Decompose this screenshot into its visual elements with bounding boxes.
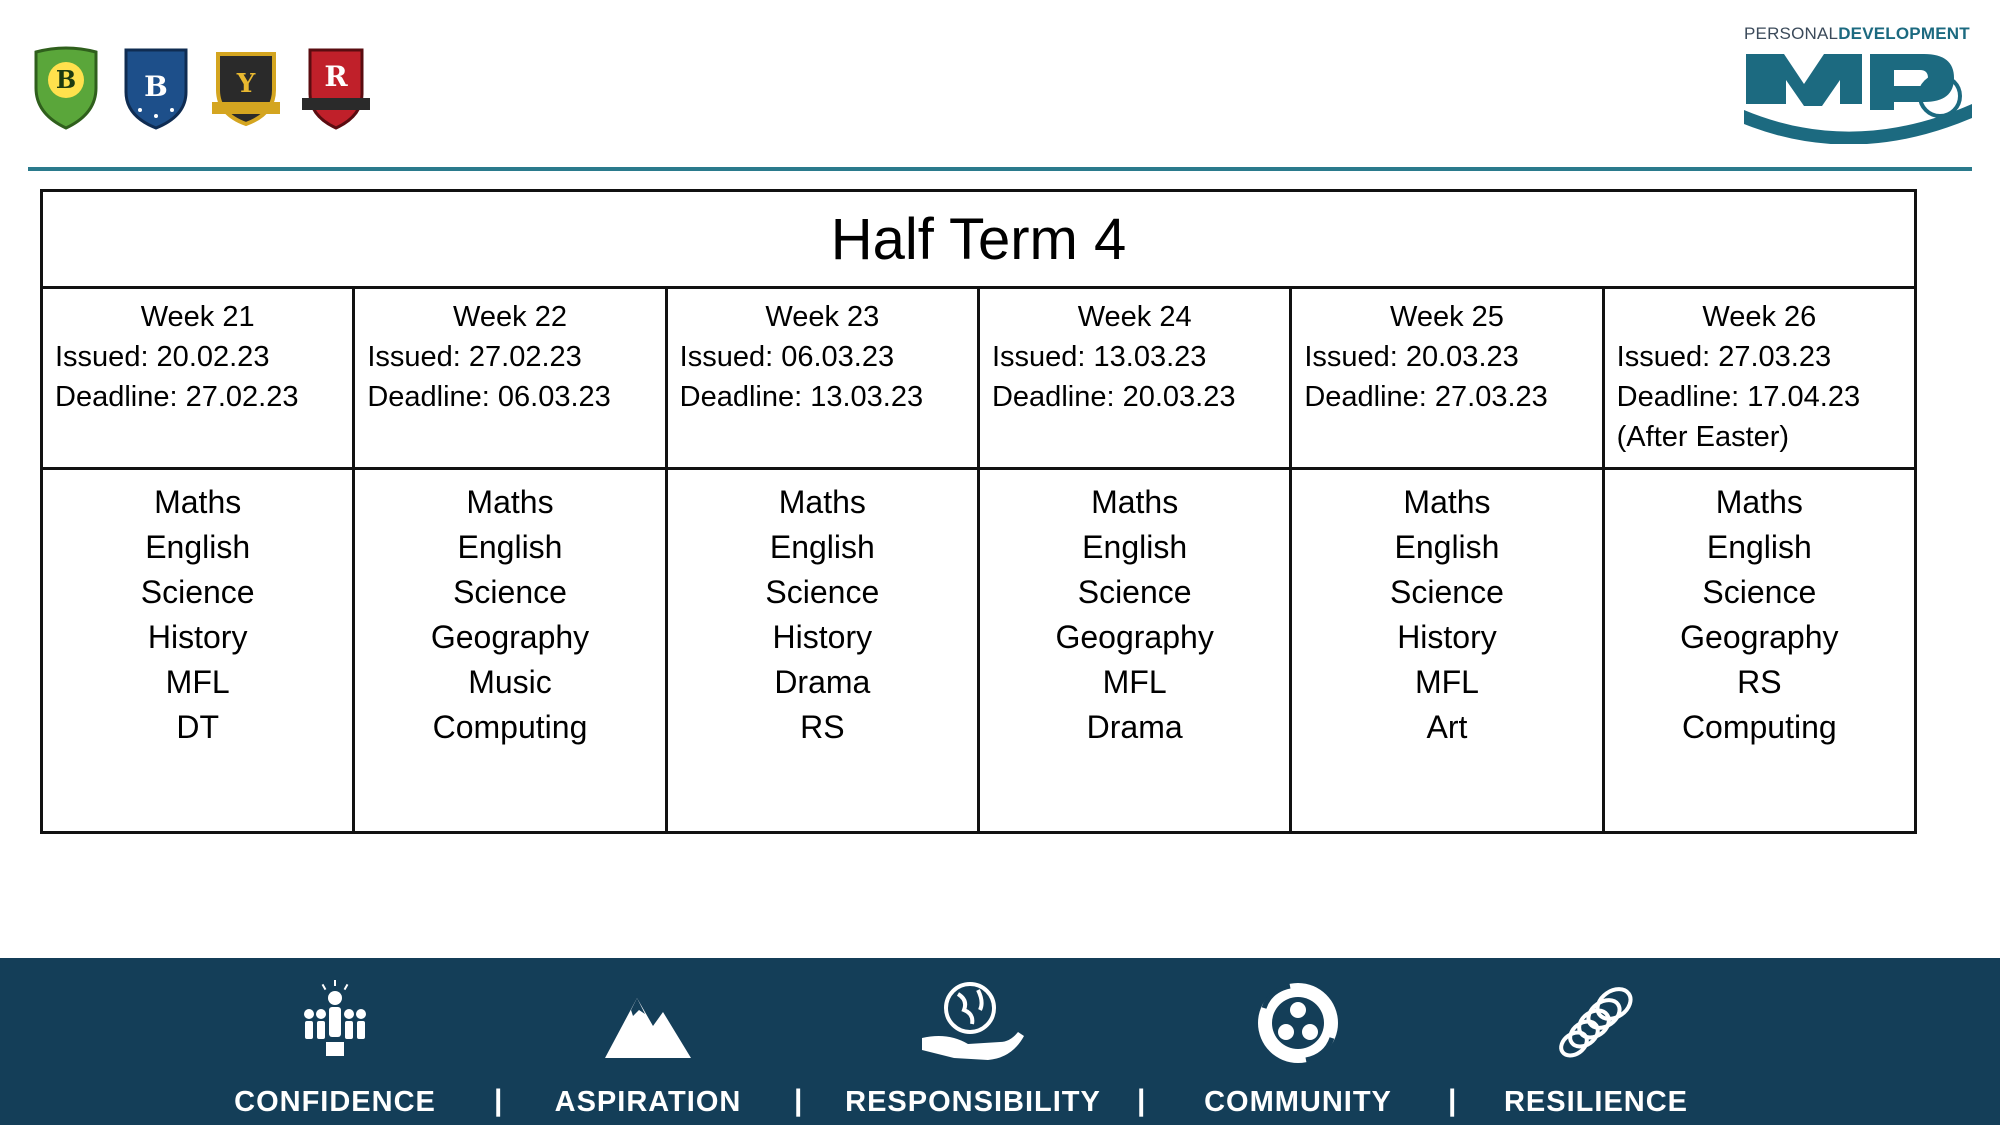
value-community <box>1168 980 1428 1118</box>
subject-item: History <box>147 619 248 655</box>
deadline-date: Deadline: 20.03.23 <box>991 381 1236 413</box>
issued-date: Issued: 20.02.23 <box>55 341 270 373</box>
subject-item: Science <box>453 574 567 610</box>
separator: | <box>794 1084 803 1117</box>
subject-item: Science <box>140 574 255 610</box>
week-info-cell <box>1291 288 1603 469</box>
value-label: CONFIDENCE <box>234 1086 436 1118</box>
subject-item: Science <box>1077 574 1192 610</box>
subject-item: Geography <box>430 619 590 655</box>
week-label: Week 21 <box>140 301 255 333</box>
week-info-cell <box>354 288 666 469</box>
deadline-date: Deadline: 17.04.23 <box>1616 381 1861 413</box>
week-info-cell <box>42 288 354 469</box>
subject-item: Art <box>1426 709 1468 745</box>
subject-item: Computing <box>432 709 588 745</box>
issued-date: Issued: 06.03.23 <box>679 341 895 373</box>
svg-text:R: R <box>324 60 348 93</box>
subject-item: Music <box>468 664 552 700</box>
week-info-cell <box>1603 288 1915 469</box>
week-label: Week 23 <box>765 301 880 333</box>
week-label: Week 24 <box>1077 301 1192 333</box>
barts-crest-icon <box>30 44 102 130</box>
subject-item: English <box>145 529 251 565</box>
deadline-date: Deadline: 27.03.23 <box>1304 381 1548 413</box>
subject-item: English <box>457 529 563 565</box>
header-divider <box>28 167 1972 171</box>
spring-coil-icon <box>1546 980 1646 1064</box>
subject-item: RS <box>1737 664 1782 700</box>
issued-date: Issued: 13.03.23 <box>991 341 1207 373</box>
subject-item: Geography <box>1680 619 1839 655</box>
subject-item: Maths <box>778 484 866 520</box>
subjects-row <box>42 469 1916 833</box>
value-label: COMMUNITY <box>1204 1086 1392 1118</box>
week-info-cell <box>978 288 1290 469</box>
subject-item: History <box>772 619 873 655</box>
subject-item: MFL <box>1102 664 1167 700</box>
week-label: Week 25 <box>1390 301 1504 333</box>
subject-item: Science <box>1702 574 1817 610</box>
logo-text: PERSONALDEVELOPMENT <box>1744 24 1970 43</box>
week-label: Week 26 <box>1702 301 1817 333</box>
subject-item: English <box>1706 529 1812 565</box>
subject-item: Maths <box>1091 484 1179 520</box>
week-info-row <box>42 288 1916 469</box>
subjects-cell <box>42 469 354 833</box>
subject-item: Science <box>1390 574 1504 610</box>
deadline-date: Deadline: 13.03.23 <box>679 381 924 413</box>
subject-item: Maths <box>154 484 242 520</box>
subject-item: DT <box>176 709 219 745</box>
deadline-date: Deadline: 27.02.23 <box>55 381 299 413</box>
mpd-logo-icon <box>1744 44 1974 144</box>
value-label: RESILIENCE <box>1503 1086 1689 1118</box>
school-crests <box>30 44 372 130</box>
subject-item: Computing <box>1681 709 1837 745</box>
york-crest-icon <box>210 44 282 130</box>
value-confidence <box>205 980 465 1118</box>
issued-date: Issued: 20.03.23 <box>1304 341 1519 373</box>
subject-item: Maths <box>1403 484 1491 520</box>
subject-item: English <box>1082 529 1188 565</box>
subjects-cell <box>1603 469 1915 833</box>
subject-item: Maths <box>466 484 554 520</box>
subject-item: Maths <box>1715 484 1803 520</box>
b-house-crest-icon <box>120 44 192 130</box>
svg-text:B: B <box>55 65 77 94</box>
issued-date: Issued: 27.02.23 <box>367 341 582 373</box>
subject-item: MFL <box>165 664 230 700</box>
subject-item: Drama <box>774 664 871 700</box>
svg-text:Y: Y <box>236 69 256 99</box>
subject-item: RS <box>800 709 845 745</box>
subject-item: Science <box>765 574 880 610</box>
deadline-date: Deadline: 06.03.23 <box>367 381 611 413</box>
globe-in-hand-icon <box>918 980 1028 1064</box>
subject-item: English <box>1394 529 1500 565</box>
subject-item: Geography <box>1055 619 1214 655</box>
separator: | <box>1448 1084 1457 1117</box>
mountain-icon <box>603 980 693 1064</box>
value-aspiration <box>518 980 778 1118</box>
subjects-cell <box>1291 469 1603 833</box>
subject-item: MFL <box>1414 664 1479 700</box>
value-label: ASPIRATION <box>554 1086 742 1118</box>
separator: | <box>494 1084 503 1117</box>
value-resilience <box>1466 980 1726 1118</box>
table-title: Half Term 4 <box>42 191 1916 288</box>
r-house-crest-icon <box>300 44 372 130</box>
week-info-cell <box>666 288 978 469</box>
separator: | <box>1137 1084 1146 1117</box>
subject-item: History <box>1397 619 1497 655</box>
subject-item: English <box>769 529 875 565</box>
values-footer <box>0 958 2000 1125</box>
value-responsibility <box>843 980 1103 1118</box>
personal-development-logo <box>1744 20 1974 145</box>
confidence-people-icon <box>295 980 375 1064</box>
subjects-cell <box>666 469 978 833</box>
svg-text:B: B <box>144 70 168 103</box>
half-term-table <box>40 189 1917 834</box>
community-circle-icon <box>1250 980 1346 1066</box>
value-label: RESPONSIBILITY <box>845 1086 1101 1118</box>
week-label: Week 22 <box>453 301 567 333</box>
subjects-cell <box>978 469 1290 833</box>
subjects-cell <box>354 469 666 833</box>
issued-date: Issued: 27.03.23 <box>1616 341 1832 373</box>
subject-item: Drama <box>1086 709 1183 745</box>
deadline-note: (After Easter) <box>1616 421 1790 453</box>
